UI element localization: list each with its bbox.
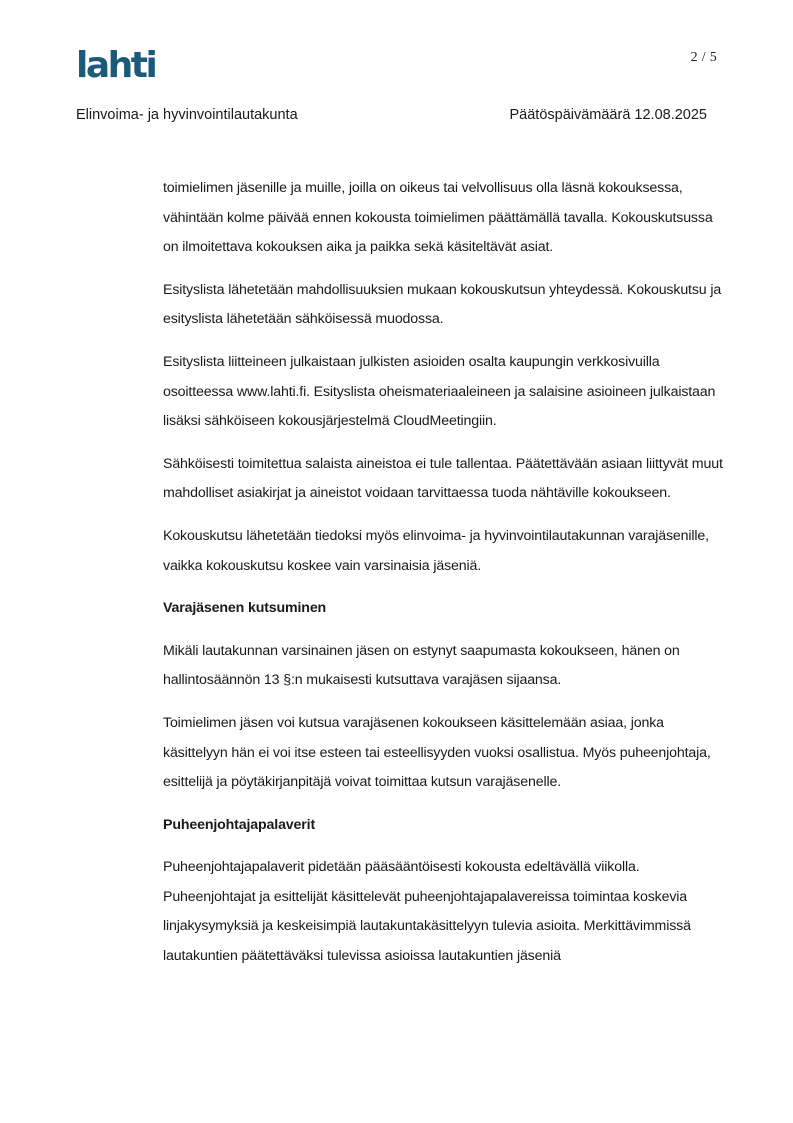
svg-text:lahti: lahti bbox=[76, 46, 156, 82]
paragraph: toimielimen jäsenille ja muille, joilla on oikeus tai velvollisuus olla läsnä kokouksessa, vähintään kolme päivää ennen kokousta toimielimen päättämällä tavalla. Kokouskutsussa on ilmoitettava kokouksen aika ja paikka sekä käsiteltävät asiat. bbox=[163, 180, 713, 256]
paragraph: Kokouskutsu lähetetään tiedoksi myös elinvoima- ja hyvinvointilautakunnan varajäsenille, vaikka kokouskutsu koskee vain varsinaisia jäseniä. bbox=[163, 527, 709, 574]
paragraph: Toimielimen jäsen voi kutsua varajäsenen kokoukseen käsittelemään asiaa, jonka käsittelyyn hän ei voi itse esteen tai esteellisyyden vuoksi osallistua. Myös puheenjohtaja, esittelijä ja pöytäkirjanpitäjä voivat toimittaa kutsun varajäsenelle. bbox=[163, 714, 711, 791]
committee-name: Elinvoima- ja hyvinvointilautakunta bbox=[76, 107, 298, 123]
paragraph: Puheenjohtajapalaverit pidetään pääsääntöisesti kokousta edeltävällä viikolla. Puheenjohtajat ja esittelijät käsittelevät puheenjohtajapalavereissa toimintaa koskevia linjakysymyksiä ja keskeisimpiä lautakuntakäsittelyyn tulevia asioita. Merkittävimmissä lautakuntien päätettäväksi tulevissa asioissa lautakuntien jäseniä bbox=[163, 859, 691, 965]
decision-date: Päätöspäivämäärä 12.08.2025 bbox=[509, 107, 707, 123]
paragraph: Mikäli lautakunnan varsinainen jäsen on estynyt saapumasta kokoukseen, hänen on hallintosäännön 13 §:n mukaisesti kutsuttava varajäsen sijaansa. bbox=[163, 642, 680, 689]
document-body bbox=[163, 174, 723, 985]
section-heading: Puheenjohtajapalaverit bbox=[163, 816, 316, 833]
section-heading: Varajäsenen kutsuminen bbox=[163, 600, 327, 617]
paragraph: Esityslista liitteineen julkaistaan julkisten asioiden osalta kaupungin verkkosivuilla osoitteessa www.lahti.fi. Esityslista oheismateriaaleineen ja salaisine asioineen julkaistaan lisäksi sähköiseen kokousjärjestelmä CloudMeetingiin. bbox=[163, 353, 716, 430]
paragraph: Sähköisesti toimitettua salaista aineistoa ei tule tallentaa. Päätettävään asiaan liittyvät muut mahdolliset asiakirjat ja aineistot voidaan tarvittaessa tuoda nähtäville kokoukseen. bbox=[163, 455, 723, 502]
paragraph: Esityslista lähetetään mahdollisuuksien mukaan kokouskutsun yhteydessä. Kokouskutsu ja esityslista lähetetään sähköisessä muodossa. bbox=[163, 281, 722, 328]
page-number: 2 / 5 bbox=[690, 50, 717, 65]
lahti-logo bbox=[76, 46, 168, 82]
